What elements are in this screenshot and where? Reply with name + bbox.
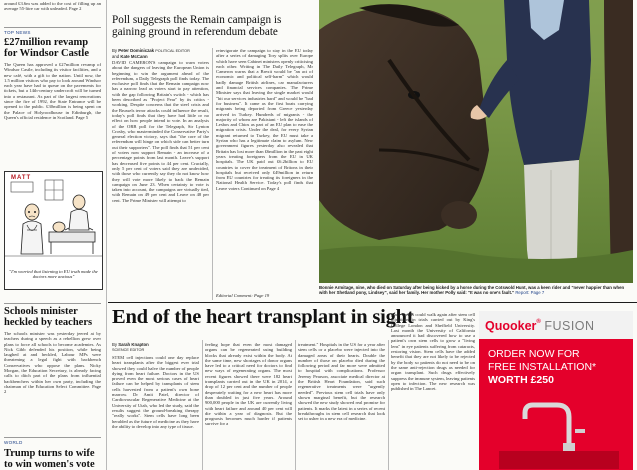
top-snippet: around £3.6m was added to the cost of filling up an average 55-litre car with unleaded. Page 2 — [4, 1, 101, 12]
column-divider — [106, 0, 107, 470]
photo-caption — [319, 285, 633, 295]
caption-ref: Report: Page 7 — [515, 290, 545, 296]
column-divider — [212, 48, 213, 300]
byline-role: SCIENCE EDITOR — [112, 348, 145, 352]
advert-line-3: WORTH £250 — [488, 374, 554, 386]
byline-prefix: By — [112, 48, 118, 53]
trump-headline: Trump turns to wife to win women's vote — [4, 448, 95, 470]
column-divider — [202, 340, 203, 470]
advert-line-1: ORDER NOW FOR — [488, 348, 580, 360]
column-divider — [388, 340, 389, 470]
byline-author: Kate McCann — [120, 54, 148, 59]
column-divider — [295, 340, 296, 470]
poll-headline: Poll suggests the Remain campaign is gaining ground in referendum debate — [112, 14, 282, 39]
main-column-1: STEM cell injections could one day replace heart transplants after the biggest ever trial showed they could halve the number of people dying from heart failure. Doctors in the US proved even the most serious cases of heart failure can be helped by transplants of stem cells harvested from a patient's own bone marrow. Dr Amit Patel, director of Cardiovascular Regenerative Medicine at the University of Utah, who led the study, said the results suggest the ground-breaking therapy "really works". Stem cells have long been heralded as the future of medicine as they have the ability to develop into any type of tissue. — [112, 355, 199, 429]
windsor-headline: £27million revamp for Windsor Castle — [4, 37, 89, 59]
cartoon-drawing — [5, 172, 102, 268]
advert-brand — [485, 319, 595, 333]
poll-column-2: reinvigorate the campaign to stay in the EU today after a series of damaging Tory splits over Europe which have seen Cabinet ministers openly criticising each other. Writing in The Daily Telegraph, Mr Cameron warns that a Brexit would be "an act of economic and political self-harm" which would badly damage British airlines, car manufacturers and financial services companies. The Prime Minister says that leaving the single market would "hit our services industries hard" and would be "bad for business". It came as the first boats carrying migrants being deported from Greece yesterday arrived in Turkey. Hundreds of migrants - the majority of whom are Pakistani - left the islands of Lesbos and Chios as part of an EU plan to ease the migration crisis. Under the deal, for every Syrian migrant returned to Turkey, the EU must take a Syrian who has a legitimate claim to asylum. New government figures yesterday also revealed that Britain has lost more than £6million in the past eight years treating foreigners from the EU in UK hospitals. The UK paid out £6.2billion to EU countries to cover the treatment of Britons in their hospitals but received only £49million in return from EU countries for treating its foreigners in the National Health Service. Today's poll finds that Leave voters Continued on Page 4 — [216, 48, 313, 191]
schools-headline: Schools minister heckled by teachers — [4, 306, 93, 328]
schools-body: The schools minister was yesterday jeered at by teachers during a speech as a rebellion grew over plans to force all schools to become academies. As Nick Gibb defended his position, while being laughed at and heckled, Labour MPs were threatening a legal fight with backbench Conservatives who oppose the plans. Nicky Morgan, the Education Secretary, is already facing calls to ditch part of the plans from influential backbenchers within her own party, including the chairman of the Education Select Committee. Page 2 — [4, 331, 101, 395]
main-byline — [112, 342, 209, 353]
divider — [4, 437, 101, 438]
tap-icon — [499, 399, 619, 469]
windsor-body: The Queen has approved a £27million revamp of Windsor Castle, including its visitor facilities, and a new café, with a gift to the nation. Until now, the 1.5 million visitors who pay to look around Windsor each year have had to queue on the pavements for tickets, but a 14th-century undercroft will be turned into a restaurant. As part of the largest renovations since the fire of 1992, the State Entrance will be opened to the public. £30million is being spent on the Palace of Holyroodhouse in Edinburgh, the Queen's official residence in Scotland. Page 5 — [4, 62, 101, 120]
byline-author: Sarah Knapton — [118, 342, 149, 347]
lead-photo — [319, 0, 633, 283]
divider — [4, 303, 101, 304]
divider — [4, 27, 101, 28]
editorial-ref: Editorial Comment: Page 19 — [216, 293, 270, 298]
section-label-top-news: TOP NEWS — [4, 30, 31, 35]
matt-cartoon — [4, 171, 103, 290]
photo-illustration — [319, 0, 633, 283]
caption-text: Bonnie Armitage, nine, who died on Saturday after being kicked by a horse during the Cotswold Hunt, was a keen rider and "never happier than when with her Shetland pony, Lindsey", said her family. Her mother Polly said: "It was no one's fault." — [319, 285, 625, 296]
section-label-world: WORLD — [4, 440, 23, 445]
brand-name: Quooker — [485, 319, 537, 333]
main-column-2: feeling hope that even the most damaged organs can be regenerated using building blocks that already exist within the body. At the same time, new shortages of donor organs have led to a critical need for doctors to find new ways of regenerating organs. The most recent figures showed there were 182 heart transplants carried out in the UK in 2014, a drop of 12 per cent and the number of people desperately waiting for a new heart has more than doubled in just five years. Around 900,000 people in the UK are currently living with heart failure and around 40 per cent will die within a year of diagnosis. But the prognosis becomes much harder if patients survive for a — [205, 342, 292, 427]
section-rule — [108, 302, 637, 303]
poll-column-1: DAVID CAMERON'S campaign to warn voters about the dangers of leaving the European Union is beginning to win the argument ahead of the referendum, a Daily Telegraph poll finds today. The exclusive poll finds that the Remain campaign now has a narrow lead as voters start to pay attention, with the gap following Britain's switch - which has been described as "Project Fear" by its critics - working. Despite concerns that the steel crisis and the Brussels terror attacks could influence the result, today's poll finds that they have had little or no effect on how people intend to vote. In an analysis of the ORB poll for the Telegraph, Sir Lynton Crosby, who masterminded the Conservative Party's general election victory, says that "the core of the referendum will hinge on which side can better turn out their supporters". The poll finds that 51 per cent of voters now support Remain - an increase of a percentage points from last month. Leave's support has decreased five points to 44 per cent. Crucially, only 5 per cent of voters said they are undecided, with those who currently say they do not know how they will vote more likely to back the Remain campaign on June 23. When certainty to vote is taken into account, the campaigns are virtually tied, with Remain on 49 per cent and Leave on 48 per cent. The Prime Minister will attempt to — [112, 60, 209, 203]
main-headline: End of the heart transplant in sight — [112, 306, 414, 328]
quooker-advert[interactable] — [479, 311, 633, 470]
advert-red-panel — [479, 339, 633, 470]
byline-prefix: By — [112, 342, 118, 347]
cartoon-caption: "I'm worried that listening to EU truth made the doctors more anxious" — [9, 269, 98, 280]
cartoon-signature: MATT — [11, 175, 32, 181]
poll-byline — [112, 48, 212, 59]
byline-author: Peter Dominiczak — [118, 48, 155, 53]
registered-mark: ® — [536, 319, 541, 325]
right-column-story: place breaks could walk again after stem cell injections in trials carried out by King's College London and Sheffield University. Last month the University of California announced it had discovered how to use a patient's own stem cells to grow a "living lens" in eye patients suffering from cataracts, restoring vision. Stem cells have the added benefit that they are not likely to be rejected by the body so patients do not need to be on the same anti-rejection drugs as needed for organ transplant. Such drugs effectively suppress the immune system, leaving patients open to infection. The new research was published in The Lancet. — [391, 312, 475, 392]
advert-line-2: FREE INSTALLATION* — [488, 361, 597, 373]
byline-join: and — [112, 54, 120, 59]
byline-role: POLITICAL EDITOR — [155, 49, 190, 53]
product-name: FUSION — [544, 319, 595, 333]
main-column-3: treatment." Hospitals in the US for a year after stem cells or a placebo were injected into the damaged areas of their hearts. Double the number of those on placebo died during the following period and far more were admitted to hospital with complications. Professor Jeremy Pearson, associate medical director at the British Heart Foundation, said such regenerative treatments were "urgently needed". Previous stem cell trials have only shown marginal benefit, but the research showed the new study showed real promise for patients. It marks the latest in a series of recent breakthroughs in stem cell research that look set to usher in a new era of medicine. — [298, 342, 385, 422]
